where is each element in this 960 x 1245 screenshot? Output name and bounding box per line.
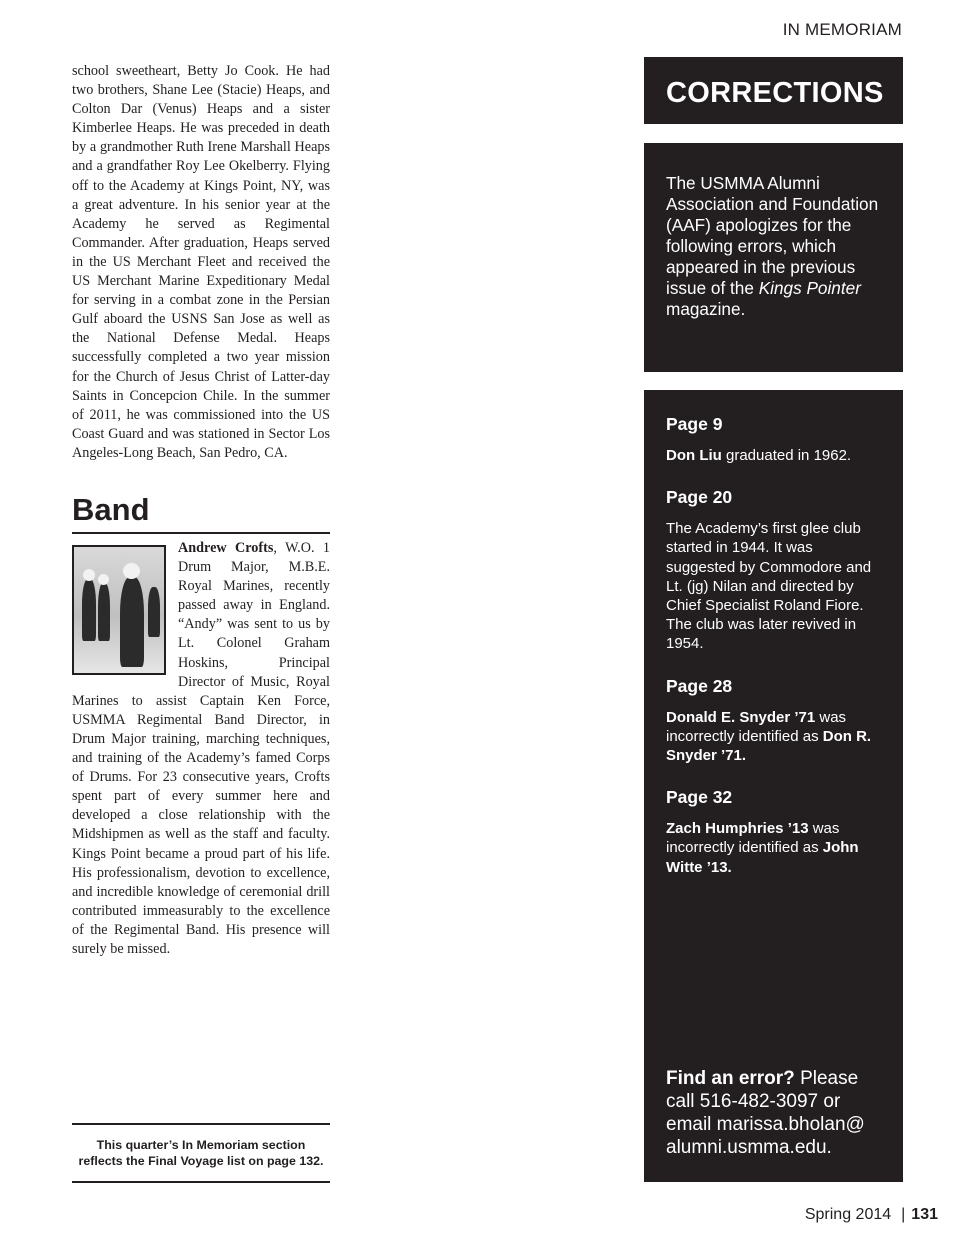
band-obituary [72,539,330,959]
band-member-name: Andrew Crofts [178,540,274,556]
band-obituary-text: , W.O. 1 Drum Major, M.B.E. Royal Marines, recently passed away in England. “Andy” was sent to us by Lt. Colonel Graham Hoskins, Principal Director of Music, Royal Marines to assist Captain Ken Force, USMMA Regimental Band Director, in Drum Major training, marching techniques, and training of the Academy’s famed Corps of Drums. For 23 consecutive years, Crofts spent part of every summer here and developed a close relationship with the Midshipmen as well as the staff and faculty. Kings Point became a proud part of his life. His professionalism, devotion to excellence, and incredible knowledge of ceremonial drill contributed immeasurably to the excellence of the Regimental Band. His presence will surely be missed. [72,540,330,957]
footnote-line-2: reflects the Final Voyage list on page 132. [78,1153,324,1168]
corrections-list [644,390,903,1182]
continued-obituary [72,62,330,463]
memoriam-footnote [72,1123,330,1183]
correction-page-label: Page 28 [666,675,733,696]
correction-page-label: Page 32 [666,787,733,808]
magazine-title: Kings Pointer [758,278,861,298]
footnote-line-1: This quarter’s In Memoriam section [96,1138,306,1152]
issue-label: Spring 2014 [804,1206,892,1223]
correction-item: Page 32 Zach Humphries ’13 was incorrectly identified as John Witte ’13. [666,787,885,877]
andrew-crofts-photo [72,545,166,675]
correction-item: Page 9 Don Liu graduated in 1962. [666,414,885,465]
obituary-text: school sweetheart, Betty Jo Cook. He had two brothers, Shane Lee (Stacie) Heaps, and Colton Dar (Venus) Heaps and a sister Kimberlee Heaps. He was preceded in death by a grandmother Ruth Irene Marshall Heaps and a grandfather Roy Lee Okelberry. Flying off to the Academy at Kings Point, NY, was a great adventure. In his senior year at the Academy he served as Regimental Commander. After graduation, Heaps served in the US Merchant Fleet and received the US Merchant Marine Expeditionary Medal for serving in a combat zone in the Persian Gulf aboard the USNS San Jose as well as the National Defense Medal. Heaps successfully completed a two year mission for the Church of Jesus Christ of Latter-day Saints in Concepcion Chile. In the summer of 2011, he was commissioned into the US Coast Guard and was stationed in Sector Los Angeles-Long Beach, San Pedro, CA. [72,63,330,461]
page-number: 131 [911,1206,938,1223]
corrections-intro: The USMMA Alumni Association and Foundation (AAF) apologizes for the following errors, which appeared in the previous issue of the Kings Pointer magazine. [644,143,903,372]
correction-item: Page 20 The Academy’s first glee club started in 1944. It was suggested by Commodore and Lt. (jg) Nilan and directed by Chief Specialist Roland Fiore. The club was later revived in 1954. [666,487,885,653]
correction-page-label: Page 9 [666,414,723,434]
corrections-title: CORRECTIONS [644,57,903,124]
correction-item: Page 28 Donald E. Snyder ’71 was incorrectly identified as Don R. Snyder ’71. [666,676,885,766]
section-header: IN MEMORIAM [782,20,902,39]
page-footer: Spring 2014 | 131 [804,1206,938,1223]
correction-page-label: Page 20 [666,487,733,508]
band-heading: Band [72,492,330,534]
find-error-contact: Find an error? Please call 516-482-3097 or email marissa.bholan@ alumni.usmma.edu. [666,1068,865,1158]
